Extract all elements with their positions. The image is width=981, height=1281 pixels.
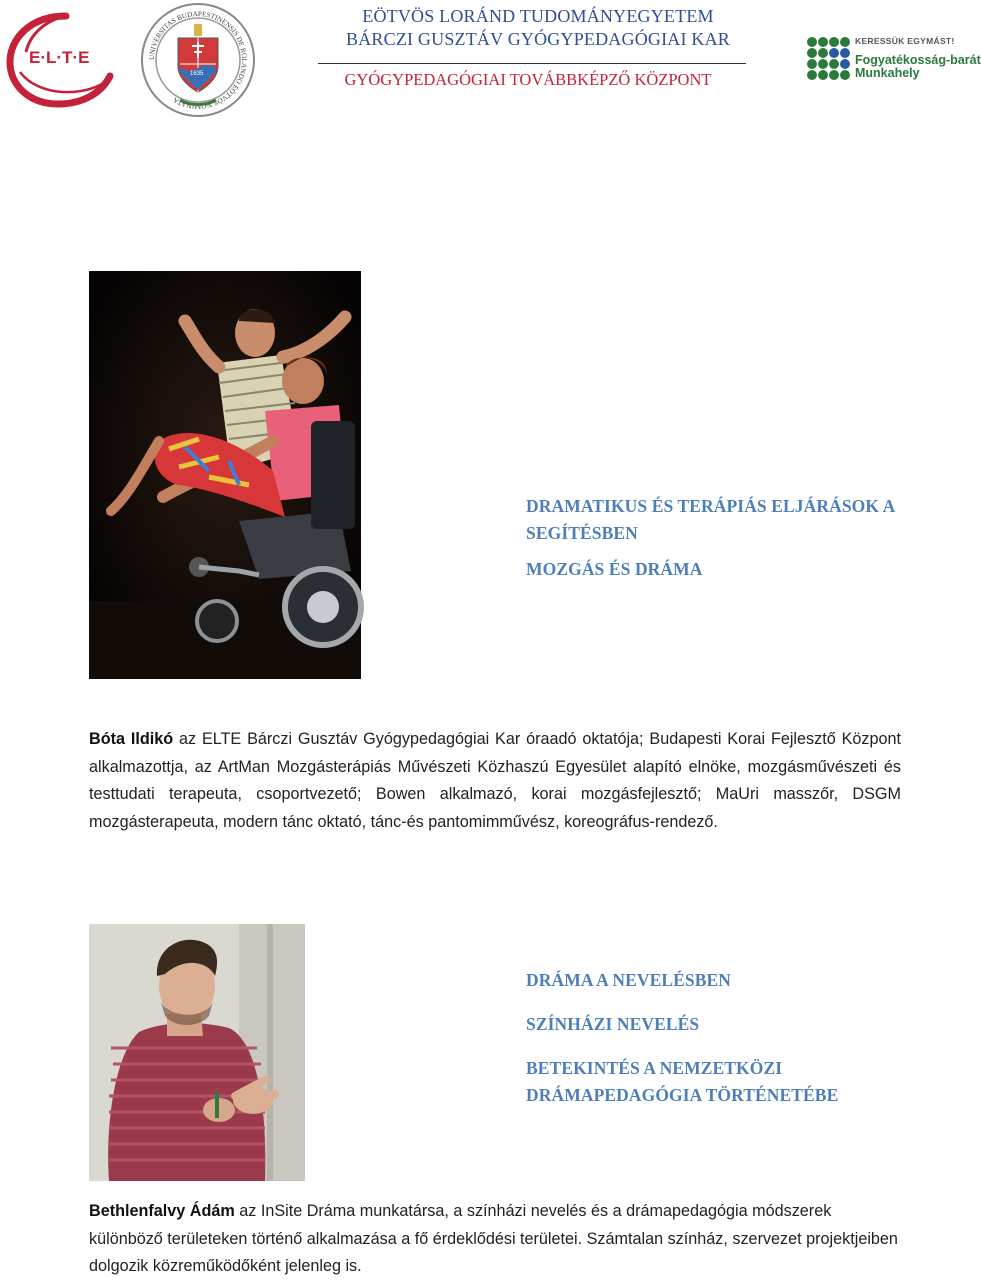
section2-headings <box>526 967 916 1109</box>
section2-heading-2: SZÍNHÁZI NEVELÉS <box>526 1014 700 1034</box>
header-subtitle: GYÓGYPEDAGÓGIAI TOVÁBBKÉPZŐ KÖZPONT <box>344 70 712 89</box>
fogyatekossag-barat-logo <box>806 36 981 80</box>
university-seal-logo <box>140 2 256 118</box>
section2-bio-text: az InSite Dráma munkatársa, a színházi nevelés és a drámapedagógia módszerek különböző területeken történő alkalmazása a fő érdeklődési területei. Számtalan színház, szervezet projektjeiben dolgozik közreműködőként jelenleg is. <box>89 1202 898 1275</box>
dance-wheelchair-photo <box>89 271 361 679</box>
section2-bio-name: Bethlenfalvy Ádám <box>89 1202 235 1220</box>
section2-heading-3: BETEKINTÉS A NEMZETKÖZI DRÁMAPEDAGÓGIA TÖRTÉNETÉBE <box>526 1058 839 1105</box>
section1-heading-2: MOZGÁS ÉS DRÁMA <box>526 559 703 579</box>
elte-logo-text: E·L·T·E <box>29 48 90 67</box>
fb-logo-line1: Fogyatékosság-barát <box>855 53 981 67</box>
section2-heading-1: DRÁMA A NEVELÉSBEN <box>526 970 732 990</box>
header-title-line1: EÖTVÖS LORÁND TUDOMÁNYEGYETEM <box>362 6 714 26</box>
section2-bio <box>89 1198 901 1281</box>
header-title-line2: BÁRCZI GUSZTÁV GYÓGYPEDAGÓGIAI KAR <box>346 29 730 49</box>
section1-bio <box>89 726 901 836</box>
header-divider <box>318 63 746 64</box>
section1-heading-1: DRAMATIKUS ÉS TERÁPIÁS ELJÁRÁSOK A SEGÍTÉSBEN <box>526 496 895 543</box>
presenter-photo <box>89 924 305 1181</box>
elte-logo <box>6 10 118 108</box>
fb-logo-line2: Munkahely <box>855 66 920 80</box>
fb-logo-slogan: KERESSÜK EGYMÁST! <box>855 36 955 46</box>
section1-headings <box>526 493 916 583</box>
seal-year: 1635 <box>190 71 204 77</box>
section1-bio-name: Bóta Ildikó <box>89 730 174 748</box>
section1-bio-text: az ELTE Bárczi Gusztáv Gyógypedagógiai Kar óraadó oktatója; Budapesti Korai Fejlesztő Központ alkalmazottja, az ArtMan Mozgásterápiás Művészeti Közhaszú Egyesület alapító elnöke, mozgásművészeti és testtudati terapeuta, csoportvezető; Bowen alkalmazó, korai mozgásfejlesztő; MaUri masszőr, DSGM mozgásterapeuta, modern tánc oktató, tánc-és pantomimművész, koreográfus-rendező. <box>89 730 901 831</box>
dot-grid-icon <box>806 36 854 80</box>
seal-ring-text: UNIVERSITAS BUDAPESTINENSIS DE ROLANDO EÖTVÖS NOMINATA <box>147 9 249 111</box>
